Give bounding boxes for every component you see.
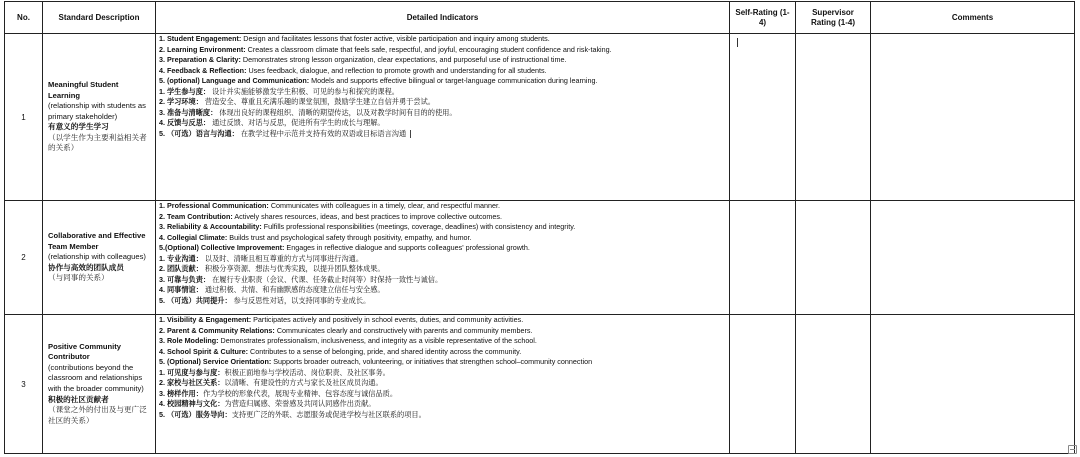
- header-comments: Comments: [871, 2, 1075, 34]
- indicator-zh: 3. 准备与清晰度： 体现出良好的课程组织、清晰的期望传达，以及对教学时间有目的的使用。: [159, 107, 457, 117]
- standard-zh-title: 积极的社区贡献者: [48, 394, 109, 404]
- indicator: 5. (optional) Language and Communication: Models and supports effective bilingual or target-language communication during learning.: [159, 76, 598, 86]
- self-rating-cell[interactable]: [730, 34, 796, 201]
- indicator-zh: 1. 专业沟通： 以及时、清晰且相互尊重的方式与同事进行沟通。: [159, 253, 364, 263]
- standard-zh-title: 有意义的学生学习: [48, 122, 109, 132]
- indicator: 4. School Spirit & Culture: Contributes to a sense of belonging, pride, and shared identity across the community.: [159, 346, 522, 356]
- indicator-zh: 5. （可选）服务导向：支持更广泛的外联、志愿服务或促进学校与社区联系的项目。: [159, 409, 426, 419]
- indicator: 1. Student Engagement: Design and facilitates lessons that foster active, visible participation and inquiry among students.: [159, 34, 550, 43]
- indicator-zh: 2. 家校与社区关系：以清晰、有建设性的方式与家长及社区成员沟通。: [159, 378, 383, 388]
- table-resize-handle-icon[interactable]: [1068, 445, 1077, 454]
- indicator: 2. Team Contribution: Actively shares resources, ideas, and best practices to improve collective outcomes.: [159, 211, 502, 221]
- indicator-zh: 4. 同事情谊： 通过积极、共情、和有幽默感的态度建立信任与安全感。: [159, 285, 385, 295]
- supervisor-rating-cell[interactable]: [796, 34, 871, 201]
- indicator-zh: 5. （可选）语言与沟通： 在教学过程中示范并支持有效的双语或目标语言沟通: [159, 129, 726, 140]
- standard-subtitle: (contributions beyond the classroom and relationships with the broader community): [48, 362, 144, 393]
- indicator: 3. Preparation & Clarity: Demonstrates strong lesson organization, clear expectations, and purposeful use of instructional time.: [159, 55, 567, 65]
- header-detailed: Detailed Indicators: [156, 2, 730, 34]
- evaluation-sheet: [4, 1, 1074, 454]
- indicator-zh: 3. 可靠与负责： 在履行专业职责（会议、代课、任务截止时间等）时保持一致性与诚信。: [159, 274, 443, 284]
- indicator-zh: 2. 学习环境： 营造安全、尊重且充满乐趣的课堂氛围，鼓励学生建立自信并勇于尝试。: [159, 97, 435, 107]
- indicator: 5. (Optional) Service Orientation: Supports broader outreach, volunteering, or initiatives that strengthen school–community connection: [159, 357, 593, 367]
- standard-title: Positive Community Contributor: [48, 341, 121, 362]
- standard-zh-subtitle: （以学生作为主要利益相关者的关系）: [48, 132, 147, 153]
- detailed-indicators[interactable]: [156, 34, 730, 201]
- header-self-rating: Self-Rating (1-4): [730, 2, 796, 34]
- table-row: [5, 315, 1075, 454]
- indicator: 1. Visibility & Engagement: Participates actively and positively in school events, duties, and community activities.: [159, 315, 524, 324]
- indicator: 2. Parent & Community Relations: Communicates clearly and constructively with parents and community members.: [159, 325, 533, 335]
- indicator-zh: 1. 学生参与度： 设计并实施能够激发学生积极、可见的参与和探究的课程。: [159, 86, 399, 96]
- indicator: 5.(Optional) Collective Improvement: Engages in reflective dialogue and supports colleagues' professional growth.: [159, 243, 530, 253]
- indicator-zh: 1. 可见度与参与度：积极正面地参与学校活动、岗位职责、及社区事务。: [159, 367, 390, 377]
- indicator: 4. Collegial Climate: Builds trust and psychological safety through positivity, empathy, and humor.: [159, 232, 472, 242]
- standard-title: Collaborative and Effective Team Member: [48, 231, 146, 251]
- standard-description: [43, 201, 156, 315]
- indicator-zh: 4. 反馈与反思： 通过反馈、对话与反思，促进所有学生的成长与理解。: [159, 118, 385, 128]
- self-rating-cell[interactable]: [730, 315, 796, 454]
- indicator: 2. Learning Environment: Creates a classroom climate that feels safe, respectful, and joyful, encouraging student confidence and risk-taking.: [159, 44, 612, 54]
- row-number: 1: [5, 34, 43, 201]
- comments-cell[interactable]: [871, 315, 1075, 454]
- standard-description: [43, 315, 156, 454]
- header-no: No.: [5, 2, 43, 34]
- header-standard: Standard Description: [43, 2, 156, 34]
- comments-cell[interactable]: [871, 34, 1075, 201]
- indicator: 3. Role Modeling: Demonstrates professionalism, inclusiveness, and integrity as a visible representative of the school.: [159, 336, 537, 346]
- standard-subtitle: (relationship with students as primary stakeholder): [48, 101, 146, 121]
- table-row: [5, 34, 1075, 201]
- header-supervisor-rating: Supervisor Rating (1-4): [796, 2, 871, 34]
- standard-zh-subtitle: （与同事的关系）: [48, 273, 109, 283]
- detailed-indicators[interactable]: [156, 201, 730, 315]
- comments-cell[interactable]: [871, 201, 1075, 315]
- evaluation-table: [4, 1, 1075, 454]
- row-number: 3: [5, 315, 43, 454]
- indicator: 4. Feedback & Reflection: Uses feedback, dialogue, and reflection to promote growth and understanding for all students.: [159, 65, 547, 75]
- self-rating-cell[interactable]: [730, 201, 796, 315]
- standard-subtitle: (relationship with colleagues): [48, 252, 146, 262]
- header-row: [5, 2, 1075, 34]
- standard-zh-title: 协作与高效的团队成员: [48, 262, 124, 272]
- indicator-zh: 4. 校园精神与文化：为营造归属感、荣誉感及共同认同感作出贡献。: [159, 399, 376, 409]
- indicator-zh: 2. 团队贡献： 积极分享资源、想法与优秀实践，以提升团队整体成果。: [159, 264, 385, 274]
- row-number: 2: [5, 201, 43, 315]
- indicator: 1. Professional Communication: Communicates with colleagues in a timely, clear, and respectful manner.: [159, 201, 501, 210]
- indicator-zh: 5. （可选）共同提升： 参与反思性对话，以支持同事的专业成长。: [159, 295, 371, 305]
- supervisor-rating-cell[interactable]: [796, 201, 871, 315]
- text-caret: [737, 38, 738, 47]
- detailed-indicators[interactable]: [156, 315, 730, 454]
- standard-zh-subtitle: （课堂之外的付出及与更广泛社区的关系）: [48, 405, 147, 425]
- standard-description: [43, 34, 156, 201]
- indicator: 3. Reliability & Accountability: Fulfills professional responsibilities (meetings, coverage, deadlines) with consistency and integrity.: [159, 222, 576, 232]
- table-row: [5, 201, 1075, 315]
- indicator-zh: 3. 榜样作用：作为学校的形象代表，展现专业精神、包容态度与诚信品质。: [159, 388, 398, 398]
- standard-title: Meaningful Student Learning: [48, 79, 119, 100]
- text-cursor: [410, 130, 411, 138]
- supervisor-rating-cell[interactable]: [796, 315, 871, 454]
